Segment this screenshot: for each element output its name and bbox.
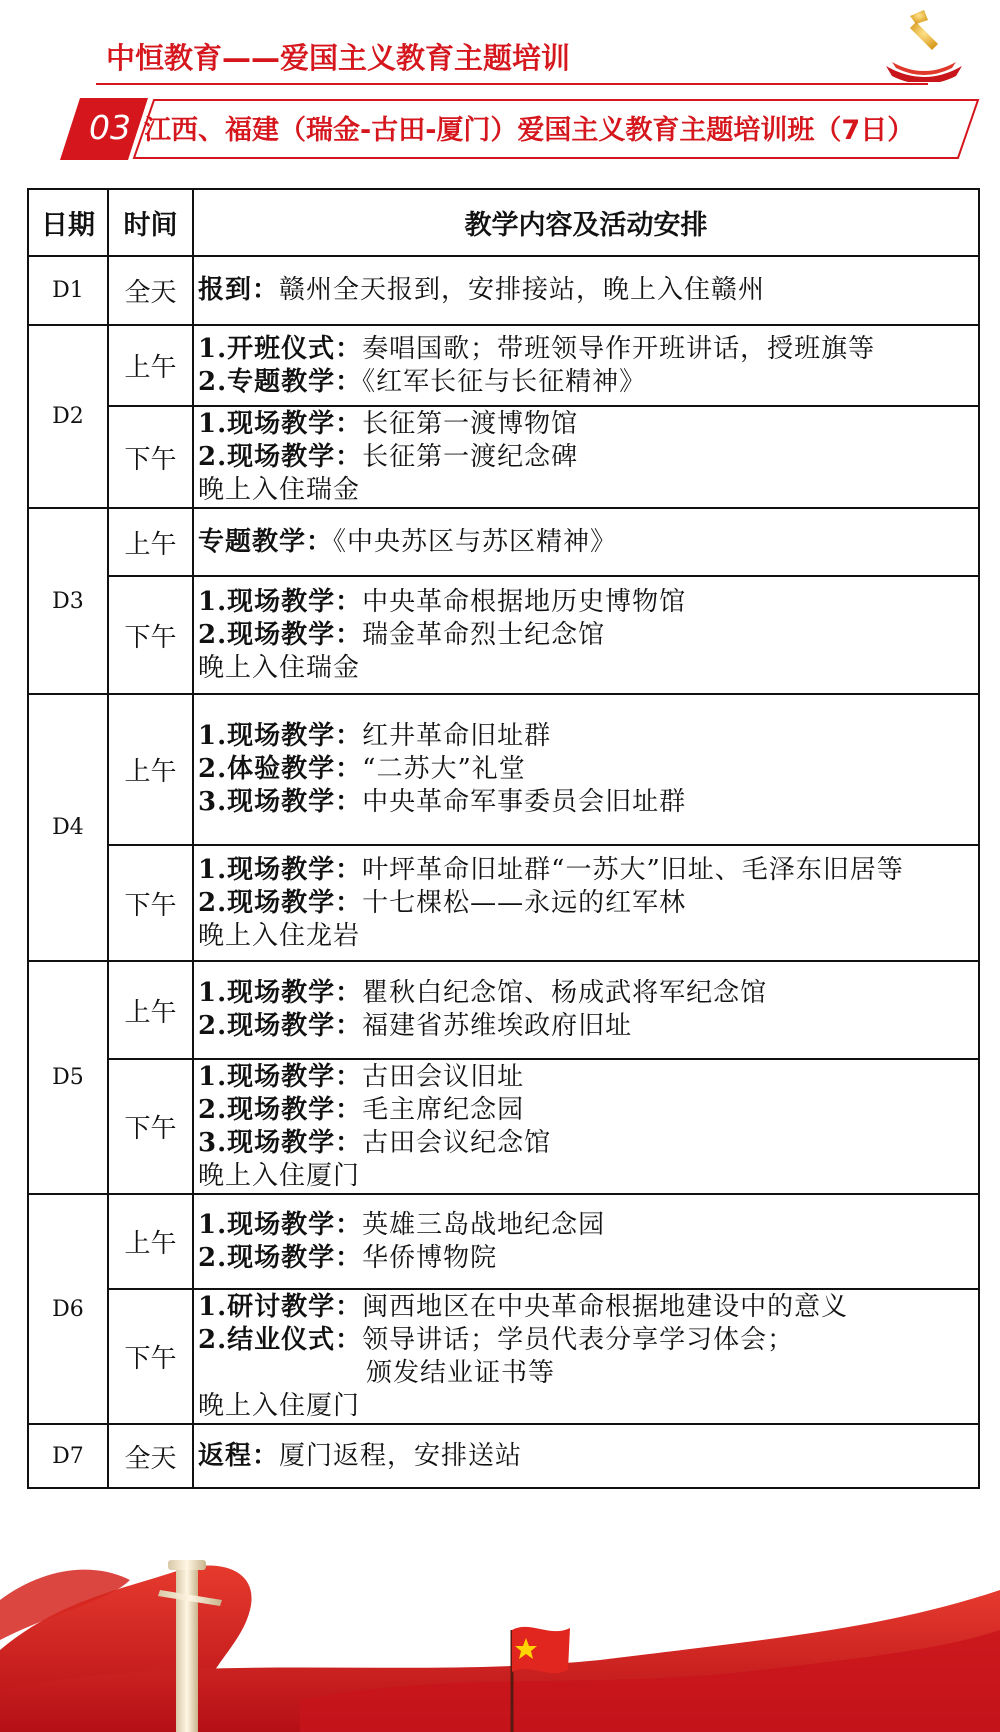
activity-line: 3.现场教学：中央革命军事委员会旧址群 bbox=[198, 787, 687, 817]
time-cell: 全天 bbox=[108, 256, 193, 325]
lodging-note: 晚上入住瑞金 bbox=[198, 474, 361, 505]
table-row bbox=[28, 256, 979, 325]
schedule-table bbox=[27, 188, 980, 1489]
activity-line: 2.现场教学：毛主席纪念园 bbox=[198, 1094, 525, 1125]
time-cell: 下午 bbox=[108, 1059, 193, 1194]
table-row bbox=[28, 1289, 979, 1424]
content-cell bbox=[193, 406, 979, 508]
activity-line: 专题教学：《中央苏区与苏区精神》 bbox=[198, 526, 618, 557]
party-emblem-icon bbox=[876, 2, 972, 82]
content-cell bbox=[193, 961, 979, 1059]
activity-line: 1.研讨教学：闽西地区在中央革命根据地建设中的意义 bbox=[198, 1291, 849, 1322]
lodging-note: 晚上入住瑞金 bbox=[198, 652, 361, 683]
content-cell bbox=[193, 1289, 979, 1424]
table-row bbox=[28, 325, 979, 406]
time-cell: 上午 bbox=[108, 508, 193, 576]
header-divider bbox=[96, 83, 928, 85]
table-row bbox=[28, 961, 979, 1059]
header-time: 时间 bbox=[108, 189, 193, 256]
time-cell: 上午 bbox=[108, 694, 193, 845]
activity-line: 1.现场教学：叶坪革命旧址群“一苏大”旧址、毛泽东旧居等 bbox=[198, 854, 904, 885]
table-row bbox=[28, 1424, 979, 1488]
table-row bbox=[28, 406, 979, 508]
activity-line: 报到：赣州全天报到，安排接站，晚上入住赣州 bbox=[198, 275, 766, 305]
course-title: 江西、福建（瑞金-古田-厦门）爱国主义教育主题培训班（7日） bbox=[144, 115, 915, 146]
table-header-row bbox=[28, 189, 979, 256]
lodging-note: 晚上入住厦门 bbox=[198, 1390, 361, 1421]
red-flag-decoration bbox=[0, 1530, 1000, 1732]
day-cell: D6 bbox=[28, 1194, 108, 1424]
activity-line: 1.现场教学：红井革命旧址群 bbox=[198, 721, 552, 751]
day-cell: D5 bbox=[28, 961, 108, 1194]
table-row bbox=[28, 576, 979, 694]
content-cell bbox=[193, 1194, 979, 1289]
activity-line: 1.现场教学：瞿秋白纪念馆、杨成武将军纪念馆 bbox=[198, 978, 768, 1008]
time-cell: 下午 bbox=[108, 1289, 193, 1424]
time-cell: 上午 bbox=[108, 1194, 193, 1289]
day-cell: D7 bbox=[28, 1424, 108, 1488]
day-cell: D3 bbox=[28, 508, 108, 694]
content-cell bbox=[193, 1424, 979, 1488]
activity-line: 返程：厦门返程，安排送站 bbox=[198, 1440, 523, 1471]
table-row bbox=[28, 508, 979, 576]
lodging-note: 晚上入住龙岩 bbox=[198, 920, 361, 951]
activity-line: 2.现场教学：长征第一渡纪念碑 bbox=[198, 441, 579, 472]
time-cell: 上午 bbox=[108, 325, 193, 406]
table-row bbox=[28, 694, 979, 845]
activity-line: 3.现场教学：古田会议纪念馆 bbox=[198, 1127, 552, 1158]
table-row bbox=[28, 845, 979, 961]
content-cell bbox=[193, 325, 979, 406]
time-cell: 下午 bbox=[108, 406, 193, 508]
content-cell bbox=[193, 576, 979, 694]
header-day: 日期 bbox=[28, 189, 108, 256]
activity-line: 2.专题教学：《红军长征与长征精神》 bbox=[198, 366, 647, 397]
activity-line: 1.现场教学：长征第一渡博物馆 bbox=[198, 408, 579, 439]
header-content: 教学内容及活动安排 bbox=[193, 189, 979, 256]
section-number: 03 bbox=[89, 108, 131, 147]
activity-line: 2.现场教学：十七棵松——永远的红军林 bbox=[198, 887, 687, 918]
activity-line: 1.现场教学：中央革命根据地历史博物馆 bbox=[198, 586, 687, 617]
content-cell bbox=[193, 694, 979, 845]
page-header bbox=[0, 0, 1000, 170]
time-cell: 上午 bbox=[108, 961, 193, 1059]
activity-line: 2.现场教学：华侨博物院 bbox=[198, 1242, 498, 1273]
time-cell: 下午 bbox=[108, 576, 193, 694]
time-cell: 下午 bbox=[108, 845, 193, 961]
brand-title: 中恒教育——爱国主义教育主题培训 bbox=[106, 41, 571, 75]
activity-line: 2.体验教学：“二苏大”礼堂 bbox=[198, 754, 526, 784]
activity-continuation: 颁发结业证书等 bbox=[366, 1357, 556, 1388]
day-cell: D1 bbox=[28, 256, 108, 325]
table-row bbox=[28, 1059, 979, 1194]
content-cell bbox=[193, 508, 979, 576]
content-cell bbox=[193, 256, 979, 325]
activity-line: 2.结业仪式：领导讲话；学员代表分享学习体会； bbox=[198, 1324, 795, 1355]
activity-line: 1.现场教学：古田会议旧址 bbox=[198, 1061, 525, 1092]
time-cell: 全天 bbox=[108, 1424, 193, 1488]
content-cell bbox=[193, 1059, 979, 1194]
activity-line: 1.开班仪式：奏唱国歌；带班领导作开班讲话，授班旗等 bbox=[198, 333, 876, 364]
content-cell bbox=[193, 845, 979, 961]
table-row bbox=[28, 1194, 979, 1289]
activity-line: 2.现场教学：福建省苏维埃政府旧址 bbox=[198, 1011, 633, 1041]
day-cell: D4 bbox=[28, 694, 108, 961]
lodging-note: 晚上入住厦门 bbox=[198, 1160, 361, 1191]
activity-line: 2.现场教学：瑞金革命烈士纪念馆 bbox=[198, 619, 606, 650]
day-cell: D2 bbox=[28, 325, 108, 508]
activity-line: 1.现场教学：英雄三岛战地纪念园 bbox=[198, 1209, 606, 1240]
